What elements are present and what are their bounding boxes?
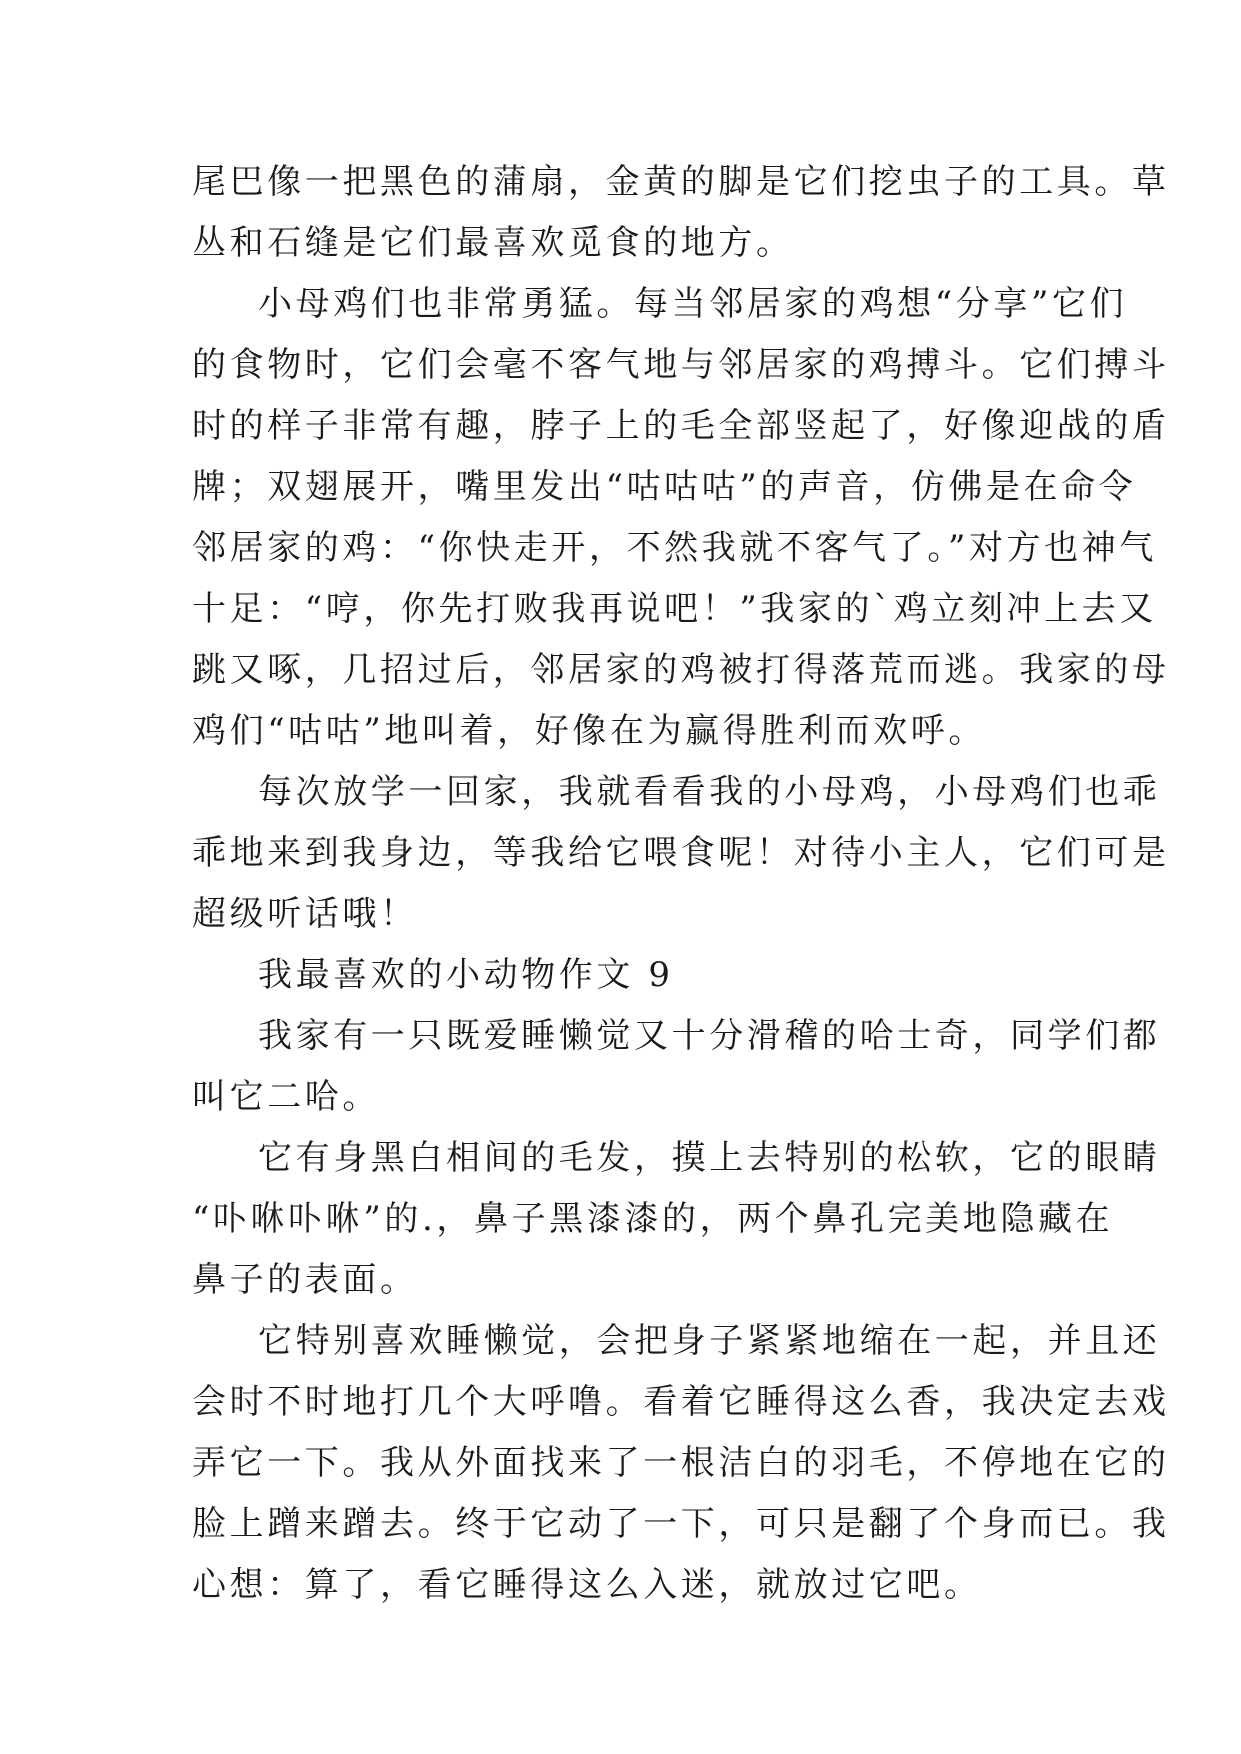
paragraph-first-line: 我家有一只既爱睡懒觉又十分滑稽的哈士奇，同学们都: [258, 1016, 1161, 1056]
text-line: 的食物时，它们会毫不客气地与邻居家的鸡搏斗。它们搏斗: [192, 345, 1170, 385]
paragraph-first-line: 小母鸡们也非常勇猛。每当邻居家的鸡想“分享”它们: [258, 284, 1128, 324]
document-body: [192, 152, 1170, 1616]
text-line: 跳又啄，几招过后，邻居家的鸡被打得落荒而逃。我家的母: [192, 650, 1170, 690]
paragraph-first-line: 每次放学一回家，我就看看我的小母鸡，小母鸡们也乖: [258, 772, 1161, 812]
text-line: 会时不时地打几个大呼噜。看着它睡得这么香，我决定去戏: [192, 1382, 1170, 1422]
text-line: 心想：算了，看它睡得这么入迷，就放过它吧。: [192, 1565, 982, 1605]
text-line: 牌；双翅展开，嘴里发出“咕咕咕”的声音，仿佛是在命令: [192, 467, 1137, 507]
text-line: 鼻子的表面。: [192, 1260, 418, 1300]
text-line: 弄它一下。我从外面找来了一根洁白的羽毛，不停地在它的: [192, 1443, 1170, 1483]
text-line: 叫它二哈。: [192, 1077, 380, 1117]
text-line: 超级听话哦！: [192, 894, 418, 934]
text-line: 十足：“哼，你先打败我再说吧！”我家的`鸡立刻冲上去又: [192, 589, 1157, 629]
text-line: 尾巴像一把黑色的蒲扇，金黄的脚是它们挖虫子的工具。草: [192, 162, 1170, 202]
text-line: 鸡们“咕咕”地叫着，好像在为赢得胜利而欢呼。: [192, 711, 986, 751]
text-line: 时的样子非常有趣，脖子上的毛全部竖起了，好像迎战的盾: [192, 406, 1170, 446]
text-line: “卟咻卟咻”的.，鼻子黑漆漆的，两个鼻孔完美地隐藏在: [192, 1199, 1114, 1239]
text-line: 乖地来到我身边，等我给它喂食呢！对待小主人，它们可是: [192, 833, 1170, 873]
text-line: 脸上蹭来蹭去。终于它动了一下，可只是翻了个身而已。我: [192, 1504, 1170, 1544]
text-line: 丛和石缝是它们最喜欢觅食的地方。: [192, 223, 794, 263]
section-heading: 我最喜欢的小动物作文 9: [258, 955, 674, 995]
text-line: 邻居家的鸡：“你快走开，不然我就不客气了。”对方也神气: [192, 528, 1157, 568]
paragraph-first-line: 它特别喜欢睡懒觉，会把身子紧紧地缩在一起，并且还: [258, 1321, 1161, 1361]
paragraph-first-line: 它有身黑白相间的毛发，摸上去特别的松软，它的眼睛: [258, 1138, 1161, 1178]
